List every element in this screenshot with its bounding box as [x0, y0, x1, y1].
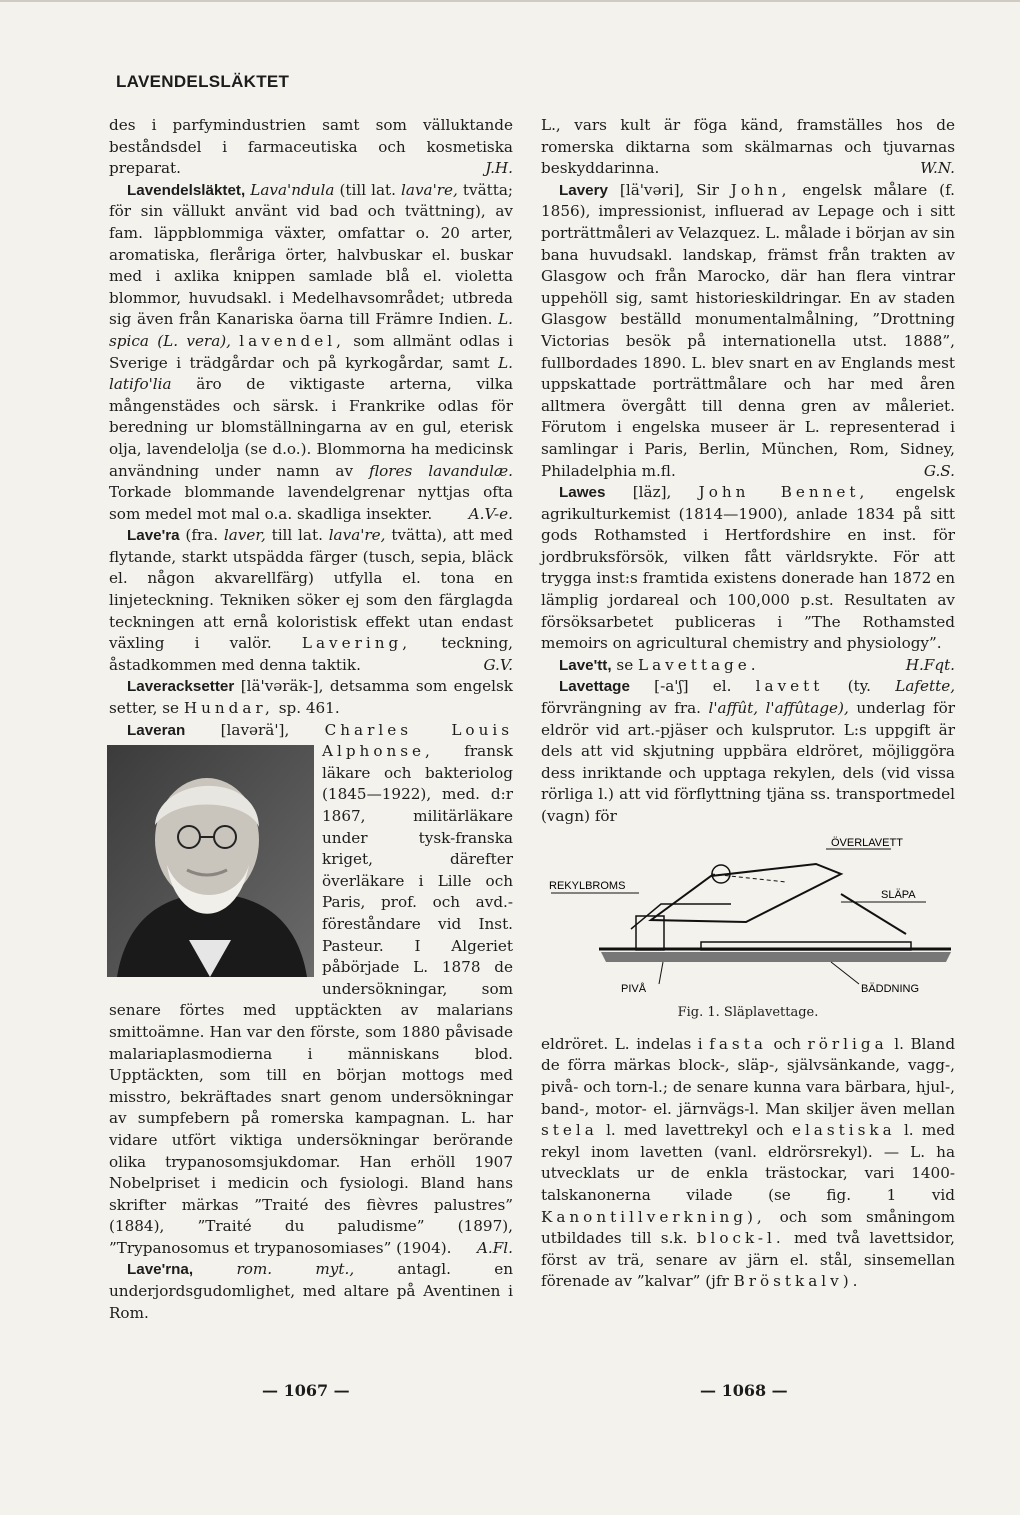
text: (fra.: [185, 526, 219, 545]
spaced-term: Kanontillverkning),: [541, 1207, 766, 1226]
entry-headword: Laveran: [127, 721, 186, 739]
entry-laverna: [109, 1259, 513, 1324]
spaced-term: John,: [730, 180, 791, 199]
signature: H.Fqt.: [905, 655, 955, 674]
text: Torkade blommande lavendelgrenar nyttjas ofta som medel mot mal o.a. skadliga insekter.: [109, 483, 513, 523]
label-baddning: BÄDDNING: [861, 982, 920, 994]
species-name: (L. vera),: [157, 331, 231, 350]
entry-headword: Laveracksetter: [127, 678, 235, 696]
text: eldröret. L. indelas i: [541, 1034, 703, 1053]
spaced-term: Bröstkalv).: [733, 1272, 862, 1291]
entry-laveran: [109, 720, 513, 1260]
text: des i parfymindustrien samt som välluktande beståndsdel i farmaceutiska och kosmetiska preparat.: [109, 116, 513, 178]
entry-laveracksetter: [109, 676, 513, 719]
entry-lavettage: [541, 676, 955, 827]
signature: W.N.: [920, 159, 955, 178]
text: L., vars kult är föga känd, framställes hos de romerska diktarna som skälmarnas och tjuvarnas beskyddarinna.: [541, 116, 955, 178]
text: till lat.: [271, 526, 323, 545]
text: (ty.: [847, 677, 872, 696]
spaced-term: fasta: [709, 1034, 767, 1053]
signature: G.S.: [923, 461, 955, 480]
text: sp. 461.: [278, 699, 340, 718]
text: (till lat.: [339, 180, 396, 199]
page-number-left: — 1067 —: [262, 1381, 350, 1400]
entry-headword: Lavettage: [559, 678, 630, 696]
text: tvätta), att med flytande, starkt utspädda färger (tusch, sepia, bläck el. någon akvarellfärg) utfylla el. tona en linjeteckning. Tekniken söker ej som den färglagda teckningen att ernå koloristisk effekt utan endast växling i valör.: [109, 526, 514, 653]
right-column: [541, 115, 955, 1293]
foreign-term: lava're,: [328, 526, 386, 545]
spaced-term: Hundar,: [183, 699, 274, 718]
text: och: [773, 1034, 801, 1053]
page-number-right: — 1068 —: [700, 1381, 788, 1400]
latin-term: lava're,: [401, 180, 458, 199]
signature: A.V-e.: [468, 504, 513, 523]
text: engelsk agrikulturkemist (1814—1900), anlade 1834 på sitt gods Rothamsted i Hertfordshire en inst. för jordbruksförsök, vilken fått världsrykte. För att trygga inst:s framtida existens donerade han 1872 en lämplig jordareal och 100,000 p.st. Resultaten av försöksarbetet publiceras i ”The Rothamsted memoirs on agricultural chemistry and physiology”.: [541, 483, 955, 653]
spaced-term: Charles Louis Alphonse,: [322, 720, 514, 761]
species-name: L. spica: [109, 310, 513, 350]
entry-headword: Lave'tt,: [559, 656, 612, 674]
entry-headword: Lavery: [559, 181, 608, 199]
entry-lavera: [109, 525, 513, 676]
text: engelsk målare (f. 1856), impressionist, influerad av Lepage och i sitt porträttmåleri av Velazquez. L. målade i början av sin bana huvudsakl. landskap, främst från trakten av Glasgow och från Marocko, där han flera vintrar uppehöll sig, samt historieskildringar. En av staden Glasgow beställd monumentalmålning, ”Drottning Victorias besök på internationella utst. 1888”, fullbordades 1890. L. blev snart en av Englands mest uppskattade porträttmålare och har med åren alltmera övergått till denna gren av måleriet. Förutom i engelska museer är L. representerad i samlingar i Paris, Berlin, München, Rom, Sidney, Philadelphia m.fl.: [541, 180, 955, 480]
text: [lä'vəräk-], detsamma som engelsk setter, se: [109, 677, 514, 718]
page-header: LAVENDELSLÄKTET: [116, 72, 290, 91]
entry-lavendelslaktet: [109, 180, 513, 526]
left-column: [109, 115, 513, 1324]
signature: G.V.: [483, 655, 513, 674]
top-rule: [0, 0, 1020, 2]
label-piva: PIVÅ: [621, 982, 647, 994]
entry-lavery: [541, 180, 955, 482]
text: [lä'vəri], Sir: [619, 180, 719, 199]
label-slapa: SLÄPA: [881, 888, 916, 901]
entry-headword: Lavendelsläktet,: [127, 181, 246, 199]
spaced-term: block-l.: [696, 1229, 785, 1248]
text: [lavərä'],: [220, 720, 290, 739]
figure: [541, 834, 955, 1024]
text: l. med rekyl inom lavetten (vanl. eldrörsrekyl). — L. ha utvecklats ur de enkla trästockar, vari 1400-talskanonerna vilade (se fig. 1 vid: [541, 1121, 955, 1204]
label-overlavett: ÖVERLAVETT: [831, 836, 903, 849]
text: med två lavettsidor, först av trä, senare av järn el. stål, sinsemellan förenade av ”kalvar” (jfr: [541, 1229, 955, 1291]
spaced-term: Lavering,: [301, 634, 412, 653]
text: som allmänt odlas i Sverige i trädgårdar och på kyrkogårdar, samt: [109, 331, 514, 372]
text: förvrängning av fra.: [541, 699, 701, 718]
text: antagl. en underjordsgudomlighet, med altare på Aventinen i Rom.: [109, 1260, 514, 1322]
foreign-term: l'affût, l'affûtage),: [708, 699, 849, 718]
signature: J.H.: [485, 159, 513, 178]
entry-headword: Lave'ra: [127, 527, 180, 545]
text: och som småningom utbildades till s.k.: [541, 1207, 955, 1248]
spaced-term: elastiska: [791, 1121, 896, 1140]
portrait-photo: [107, 745, 314, 977]
text: äro de viktigaste arterna, vilka mångenstädes och särsk. i Frankrike odlas för beredning ur blomställningarna av en gul, eterisk olja, lavendelolja (se d.o.). Blommorna ha medicinsk användning under namn av: [109, 375, 514, 480]
signature: A.Fl.: [476, 1238, 513, 1257]
text: se: [616, 655, 634, 674]
species-name: L. latifo'lia: [109, 353, 513, 394]
spaced-term: Lavettage.: [638, 655, 760, 674]
text: fransk läkare och bakteriolog (1845—1922), med. d:r 1867, militärläkare under tysk-franska kriget, därefter överläkare i Lille och Paris, prof. och avd.-föreståndare vid Inst. Pasteur. I Algeriet påbörjade L. 1878 de undersökningar, som senare förtes med upptäckten av malarians smittoämne. Han var den förste, som 1880 påvisade malariaplasmodierna i människans blod. Upptäckten, som till en början mottogs med misstro, bekräftades snart genom undersökningar av sumpfebern på romerska kampagnan. L. har vidare utfört viktiga undersökningar berörande olika trypanosomsjukdomar. Han erhöll 1907 Nobelpriset i medicin och fysiologi. Bland hans skrifter märkas ”Traité des fièvres palustres” (1884), ”Traité du paludisme” (1897), ”Trypanosomus et trypanosomiases” (1904).: [109, 742, 513, 1257]
figure-caption: Fig. 1. Släplavettage.: [677, 1005, 819, 1021]
text: underlag för eldrör vid art.-pjäser och kulsprutor. L:s uppgift är dels att vid skjutning uppbära eldröret, möjliggöra dess inriktande och upptaga rekylen, dels (vid vissa rörliga l.) att vid förflyttning tjäna ss. transportmedel (vagn) för: [541, 699, 956, 825]
spaced-term: lavett: [755, 677, 824, 696]
foreign-term: Lafette,: [895, 677, 956, 696]
spaced-term: stela: [541, 1121, 598, 1140]
text: [-a'ʃ] el.: [654, 677, 732, 696]
spaced-term: lavendel,: [239, 331, 345, 350]
entry-continuation: [541, 115, 955, 180]
text: l. med lavettrekyl och: [606, 1121, 784, 1140]
label-rekylbroms: REKYLBROMS: [549, 879, 626, 892]
entry-headword: Lave'rna,: [127, 1261, 194, 1279]
entry-lavettage-continued: [541, 1034, 955, 1293]
entry-continuation: [109, 115, 513, 180]
text: tvätta; för sin vällukt använt vid bad och tvättning), av fam. läppblommiga växter, omfattar o. 20 arter, aromatiska, fleråriga örter, halvbuskar el. buskar med i axlika knippen samlade blå el. violetta blommor, huvudsakl. i Medelhavsområdet; utbreda sig även från Kanariska öarna till Främre Indien.: [109, 180, 514, 329]
latin-term: flores lavandulæ.: [368, 461, 514, 480]
entry-headword: Lawes: [559, 484, 606, 502]
spaced-term: John Bennet,: [698, 483, 869, 502]
text: [läz],: [632, 483, 672, 502]
lavettage-diagram: [541, 834, 955, 994]
spaced-term: rörliga: [807, 1034, 888, 1053]
text: l. Bland de förra märkas block-, släp-, självsänkande, vagg-, pivå- och torn-l.; de senare kunna vara bärbara, hjul-, band-, motor- el. järnvägs-l. Man skiljer även mellan: [541, 1034, 956, 1118]
abbreviation: rom. myt.,: [236, 1260, 355, 1279]
foreign-term: laver,: [223, 526, 266, 545]
text: teckning, åstadkommen med denna taktik.: [109, 634, 514, 674]
latin-term: Lava'ndula: [250, 180, 335, 199]
